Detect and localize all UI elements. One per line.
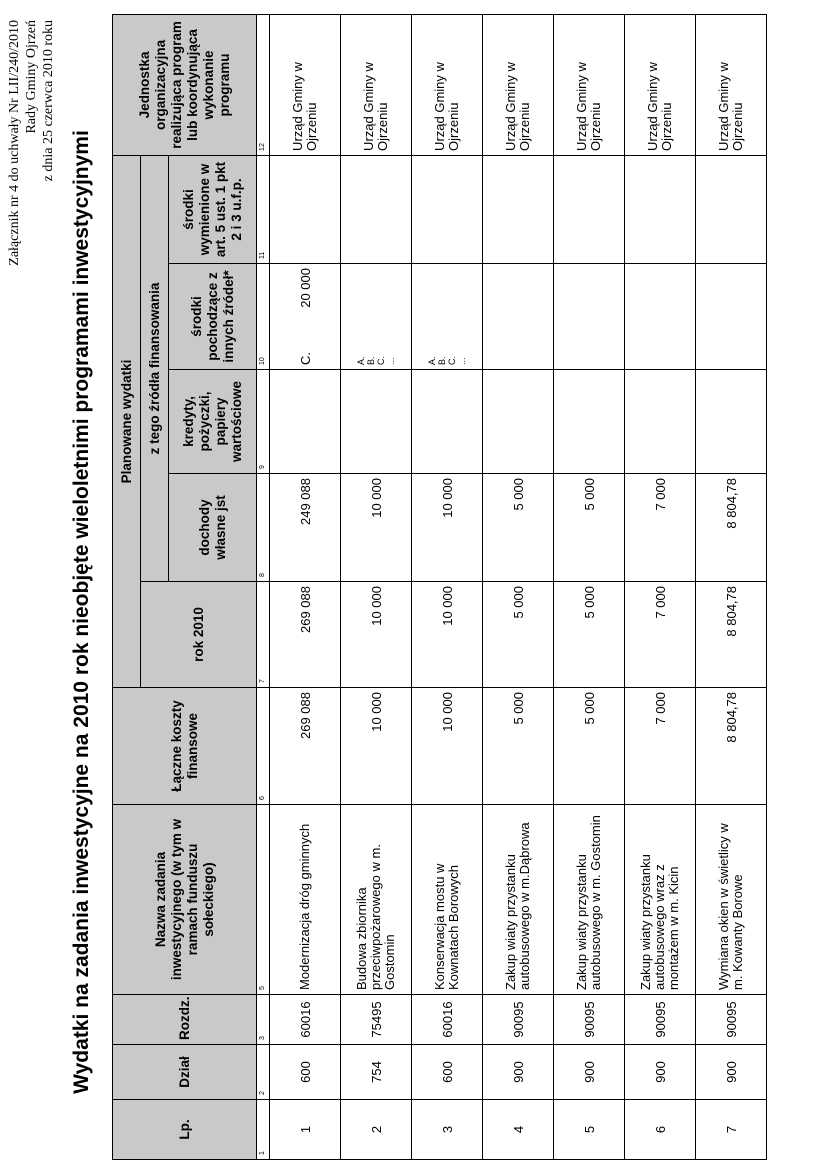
- source-item: B.: [437, 356, 447, 365]
- column-number: 7: [257, 582, 270, 688]
- cell-rozdz: 75495: [341, 995, 412, 1045]
- header-art5: środki wymienione w art. 5 ust. 1 pkt 2 i 3 u.f.p.: [169, 155, 257, 263]
- table-row: [341, 14, 412, 1159]
- cell-rozdz: 60016: [270, 995, 341, 1045]
- cell-dochody: 5 000: [483, 474, 554, 582]
- cell-rozdz: 90095: [625, 995, 696, 1045]
- cell-lp: 3: [412, 1100, 483, 1160]
- cell-rozdz: 90095: [483, 995, 554, 1045]
- cell-kredyty: [270, 370, 341, 474]
- cell-dzial: 600: [270, 1045, 341, 1100]
- source-item: C.: [447, 356, 457, 365]
- cell-inne: [554, 264, 625, 370]
- cell-dochody: 10 000: [412, 474, 483, 582]
- cell-art5: [554, 155, 625, 263]
- header-dzial: Dział: [113, 1045, 257, 1100]
- cell-art5: [412, 155, 483, 263]
- cell-laczne: 10 000: [412, 688, 483, 805]
- cell-kredyty: [696, 370, 767, 474]
- column-number: 6: [257, 688, 270, 805]
- table-row: [554, 14, 625, 1159]
- cell-lp: 5: [554, 1100, 625, 1160]
- cell-dzial: 900: [625, 1045, 696, 1100]
- cell-nazwa: Budowa zbiornika przeciwpożarowego w m. Gostomin: [341, 805, 412, 995]
- cell-dzial: 900: [483, 1045, 554, 1100]
- header-nazwa: Nazwa zadania inwestycyjnego (w tym w ramach funduszu sołeckiego): [113, 805, 257, 995]
- other-source-entry: [298, 268, 313, 365]
- cell-dochody: 7 000: [625, 474, 696, 582]
- cell-lp: 4: [483, 1100, 554, 1160]
- other-source-list: [356, 268, 396, 365]
- cell-art5: [696, 155, 767, 263]
- cell-lp: 2: [341, 1100, 412, 1160]
- header-kredyty: kredyty, pożyczki, papiery wartościowe: [169, 370, 257, 474]
- cell-dzial: 754: [341, 1045, 412, 1100]
- column-number: 1: [257, 1100, 270, 1160]
- column-number: 2: [257, 1045, 270, 1100]
- cell-lp: 7: [696, 1100, 767, 1160]
- attachment-line: z dnia 25 czerwca 2010 roku: [41, 20, 56, 182]
- cell-nazwa: Konserwacja mostu w Kownatach Borowych: [412, 805, 483, 995]
- cell-jednostka: Urząd Gminy w Ojrzeniu: [270, 14, 341, 155]
- cell-rok: 5 000: [483, 582, 554, 688]
- column-number: 10: [257, 264, 270, 370]
- column-number-row: [257, 14, 270, 1159]
- source-item: A.: [356, 356, 366, 365]
- cell-dzial: 900: [554, 1045, 625, 1100]
- table-row: [270, 14, 341, 1159]
- cell-dochody: 249 088: [270, 474, 341, 582]
- cell-rok: 5 000: [554, 582, 625, 688]
- cell-nazwa: Wymiana okien w świetlicy w m. Kowanty Borowe: [696, 805, 767, 995]
- cell-art5: [483, 155, 554, 263]
- header-inne: środki pochodzące z innych źródeł*: [169, 264, 257, 370]
- cell-inne: [696, 264, 767, 370]
- cell-rok: 10 000: [341, 582, 412, 688]
- cell-laczne: 5 000: [483, 688, 554, 805]
- cell-inne: [483, 264, 554, 370]
- source-item: ...: [386, 357, 396, 365]
- cell-inne: [412, 264, 483, 370]
- column-number: 8: [257, 474, 270, 582]
- table-row: [412, 14, 483, 1159]
- cell-jednostka: Urząd Gminy w Ojrzeniu: [412, 14, 483, 155]
- cell-inne: [270, 264, 341, 370]
- column-number: 3: [257, 995, 270, 1045]
- attachment-note: [6, 20, 57, 266]
- header-planowane: Planowane wydatki: [113, 155, 141, 687]
- source-item: ...: [457, 357, 467, 365]
- cell-rok: 269 088: [270, 582, 341, 688]
- cell-jednostka: Urząd Gminy w Ojrzeniu: [696, 14, 767, 155]
- header-dochody: dochody własne jst: [169, 474, 257, 582]
- cell-art5: [341, 155, 412, 263]
- cell-jednostka: Urząd Gminy w Ojrzeniu: [341, 14, 412, 155]
- header-laczne: Łączne koszty finansowe: [113, 688, 257, 805]
- table-row: [625, 14, 696, 1159]
- document-title: Wydatki na zadania inwestycyjne na 2010 rok nieobjęte wieloletnimi programami inwestycyjnymi: [70, 130, 93, 1094]
- cell-inne: [625, 264, 696, 370]
- cell-kredyty: [412, 370, 483, 474]
- cell-rozdz: 90095: [554, 995, 625, 1045]
- source-item: B.: [366, 356, 376, 365]
- cell-laczne: 8 804,78: [696, 688, 767, 805]
- cell-lp: 1: [270, 1100, 341, 1160]
- cell-lp: 6: [625, 1100, 696, 1160]
- cell-dzial: 600: [412, 1045, 483, 1100]
- cell-rok: 7 000: [625, 582, 696, 688]
- cell-nazwa: Zakup wiaty przystanku autobusowego wraz z montażem w m. Kicin: [625, 805, 696, 995]
- cell-nazwa: Zakup wiaty przystanku autobusowego w m.Dąbrowa: [483, 805, 554, 995]
- cell-jednostka: Urząd Gminy w Ojrzeniu: [625, 14, 696, 155]
- header-jednostka: Jednostka organizacyjna realizująca program lub koordynująca wykonanie programu: [113, 14, 257, 155]
- cell-jednostka: Urząd Gminy w Ojrzeniu: [554, 14, 625, 155]
- cell-rok: 8 804,78: [696, 582, 767, 688]
- source-amount: 20 000: [297, 268, 313, 308]
- source-item: A.: [427, 356, 437, 365]
- cell-art5: [270, 155, 341, 263]
- cell-dzial: 900: [696, 1045, 767, 1100]
- header-zrodla: z tego źródła finansowania: [141, 155, 169, 581]
- column-number: 9: [257, 370, 270, 474]
- source-item: C.: [376, 356, 386, 365]
- attachment-line: Załącznik nr 4 do uchwały Nr LII/240/2010: [7, 20, 22, 266]
- column-number: 5: [257, 805, 270, 995]
- cell-rok: 10 000: [412, 582, 483, 688]
- cell-dochody: 5 000: [554, 474, 625, 582]
- column-number: 11: [257, 155, 270, 263]
- cell-kredyty: [341, 370, 412, 474]
- attachment-line: Rady Gminy Ojrzeń: [24, 20, 39, 134]
- header-rok: rok 2010: [141, 582, 257, 688]
- investment-table: [112, 14, 767, 1160]
- other-source-list: [427, 268, 467, 365]
- cell-kredyty: [625, 370, 696, 474]
- cell-jednostka: Urząd Gminy w Ojrzeniu: [483, 14, 554, 155]
- cell-rozdz: 60016: [412, 995, 483, 1045]
- source-letter: C.: [297, 352, 313, 365]
- cell-laczne: 7 000: [625, 688, 696, 805]
- header-lp: Lp.: [113, 1100, 257, 1160]
- table-row: [696, 14, 767, 1159]
- cell-kredyty: [483, 370, 554, 474]
- cell-kredyty: [554, 370, 625, 474]
- cell-nazwa: Zakup wiaty przystanku autobusowego w m. Gostomin: [554, 805, 625, 995]
- cell-rozdz: 90095: [696, 995, 767, 1045]
- cell-art5: [625, 155, 696, 263]
- cell-laczne: 5 000: [554, 688, 625, 805]
- header-rozdz: Rozdz.: [113, 995, 257, 1045]
- cell-dochody: 8 804,78: [696, 474, 767, 582]
- cell-nazwa: Modernizacja dróg gminnych: [270, 805, 341, 995]
- cell-laczne: 10 000: [341, 688, 412, 805]
- cell-laczne: 269 088: [270, 688, 341, 805]
- cell-dochody: 10 000: [341, 474, 412, 582]
- table-row: [483, 14, 554, 1159]
- cell-inne: [341, 264, 412, 370]
- column-number: 12: [257, 14, 270, 155]
